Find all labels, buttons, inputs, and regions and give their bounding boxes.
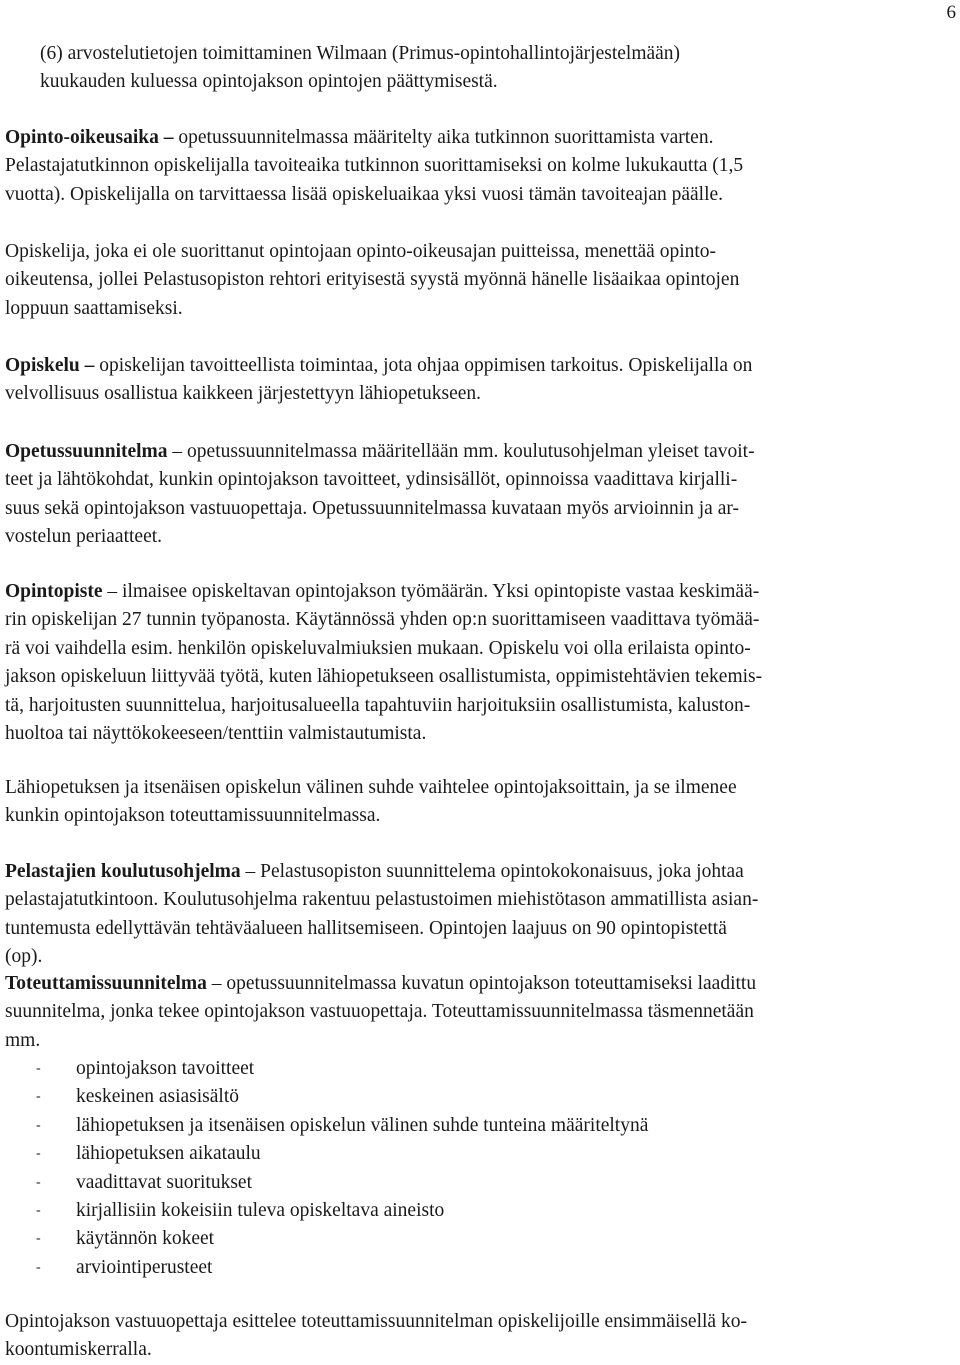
list-item: - käytännön kokeet: [36, 1225, 648, 1253]
text-line: Opiskelija, joka ei ole suorittanut opintojaan opinto-oikeusajan puitteissa, menettää opinto-: [5, 241, 717, 262]
text-line: suus sekä opintojakson vastuuopettaja. Opetussuunnitelmassa kuvataan myös arvioinnin ja ar-: [5, 497, 739, 519]
list-item: - arviointiperusteet: [36, 1254, 648, 1282]
paragraph-opetussuunnitelma: [5, 438, 955, 552]
dash-bullet: -: [36, 1174, 41, 1190]
text-line: pelastajatutkintoon. Koulutusohjelma rakentuu pelastustoimen miehistötason ammatillista asian-: [5, 889, 759, 911]
text-line: opetussuunnitelmassa määritelty aika tutkinnon suorittamista varten.: [173, 127, 714, 148]
list-item: - lähiopetuksen ja itsenäisen opiskelun välinen suhde tunteina määriteltynä: [36, 1112, 648, 1140]
text-line: Opintojakson vastuuopettaja esittelee toteuttamissuunnitelman opiskelijoille ensimmäisellä ko-: [5, 1311, 747, 1332]
text-line: opiskelijan tavoitteellista toimintaa, jota ohjaa oppimisen tarkoitus. Opiskelijalla on: [94, 355, 753, 376]
paragraph-opinto-oikeus-menetys: [5, 238, 955, 323]
text-line: oikeutensa, jollei Pelastusopiston rehtori erityisestä syystä myönnä hänelle lisäaikaa opintojen: [5, 269, 740, 291]
page-number: 6: [946, 2, 956, 23]
text-line: (6) arvostelutietojen toimittaminen Wilmaan (Primus-opintohallintojärjestelmään): [40, 43, 681, 64]
paragraph-item-6: [5, 40, 955, 97]
text-line: vostelun periaatteet.: [5, 526, 163, 548]
paragraph-opintopiste: [5, 578, 955, 748]
list-item: - opintojakson tavoitteet: [36, 1055, 648, 1083]
text-line: – opetussuunnitelmassa määritellään mm. koulutusohjelman yleiset tavoit-: [167, 441, 755, 462]
term-heading: Opintopiste: [5, 581, 103, 602]
text-line: jakson opiskeluun liittyvää työtä, kuten lähiopetukseen osallistumista, oppimistehtävien tekemis-: [5, 666, 763, 688]
dash-bullet: -: [36, 1117, 41, 1133]
text-line: – Pelastusopiston suunnittelema opintokokonaisuus, joka johtaa: [240, 861, 744, 882]
list-item: - lähiopetuksen aikataulu: [36, 1140, 648, 1168]
text-line: kuukauden kuluessa opintojakson opintojen päättymisestä.: [40, 71, 498, 93]
text-line: koontumiskerralla.: [5, 1339, 152, 1361]
list-item: - keskeinen asiasisältö: [36, 1083, 648, 1111]
text-line: kunkin opintojakson toteuttamissuunnitelmassa.: [5, 805, 381, 827]
text-line: rin opiskelijan 27 tunnin työpanosta. Käytännössä yhden op:n suorittamiseen vaadittava työmää-: [5, 609, 760, 631]
term-heading: Pelastajien koulutusohjelma: [5, 861, 241, 882]
paragraph-opiskelu: [5, 352, 955, 409]
text-line: Lähiopetuksen ja itsenäisen opiskelun välinen suhde vaihtelee opintojaksoittain, ja se ilmenee: [5, 777, 737, 798]
paragraph-esittely: [5, 1308, 955, 1365]
dash-bullet: -: [36, 1089, 41, 1105]
text-line: huoltoa tai näyttökokeeseen/tenttiin valmistautumista.: [5, 723, 427, 745]
text-line: tä, harjoitusten suunnittelua, harjoitusalueella tapahtuviin harjoituksiin osallistumista, kaluston-: [5, 694, 751, 716]
term-heading: Toteuttamissuunnitelma: [5, 973, 207, 994]
text-line: teet ja lähtökohdat, kunkin opintojakson tavoitteet, ydinsisällöt, opinnoissa vaadittava kirjalli-: [5, 469, 738, 491]
text-line: loppuun saattamiseksi.: [5, 297, 183, 319]
list-item: - kirjallisiin kokeisiin tuleva opiskeltava aineisto: [36, 1197, 648, 1225]
dash-bullet: -: [36, 1061, 41, 1076]
text-line: – ilmaisee opiskeltavan opintojakson työmäärän. Yksi opintopiste vastaa keskimää-: [102, 581, 760, 602]
bullet-list: [36, 1055, 648, 1282]
list-item: - vaadittavat suoritukset: [36, 1169, 648, 1197]
dash-bullet: -: [36, 1231, 41, 1247]
dash-bullet: -: [36, 1259, 41, 1275]
dash-bullet: -: [36, 1203, 41, 1219]
text-line: suunnitelma, jonka tekee opintojakson vastuuopettaja. Toteuttamissuunnitelmassa täsmennetään: [5, 1001, 754, 1023]
text-line: mm.: [5, 1029, 41, 1051]
text-line: (op).: [5, 946, 43, 968]
term-heading: Opinto-oikeusaika –: [5, 127, 174, 148]
paragraph-lahiopetus: [5, 774, 955, 831]
text-line: rä voi vaihdella esim. henkilön opiskeluvalmiuksien mukaan. Opiskelu voi olla erilaista opinto-: [5, 637, 751, 659]
term-heading: Opiskelu –: [5, 355, 95, 376]
paragraph-toteuttamissuunnitelma: [5, 970, 955, 1055]
text-line: tuntemusta edellyttävän tehtäväalueen hallitsemiseen. Opintojen laajuus on 90 opintopistettä: [5, 917, 727, 939]
text-line: vuotta). Opiskelijalla on tarvittaessa lisää opiskeluaikaa yksi vuosi tämän tavoiteajan päälle.: [5, 183, 724, 205]
paragraph-koulutusohjelma: [5, 858, 955, 972]
paragraph-opinto-oikeusaika: [5, 124, 955, 209]
term-heading: Opetussuunnitelma: [5, 441, 168, 462]
text-line: – opetussuunnitelmassa kuvatun opintojakson toteuttamiseksi laadittu: [206, 973, 757, 994]
text-line: Pelastajatutkinnon opiskelijalla tavoiteaika tutkinnon suorittamiseksi on kolme lukukautta (1,5: [5, 155, 744, 177]
text-line: velvollisuus osallistua kaikkeen järjestettyyn lähiopetukseen.: [5, 383, 482, 405]
dash-bullet: -: [36, 1146, 41, 1162]
